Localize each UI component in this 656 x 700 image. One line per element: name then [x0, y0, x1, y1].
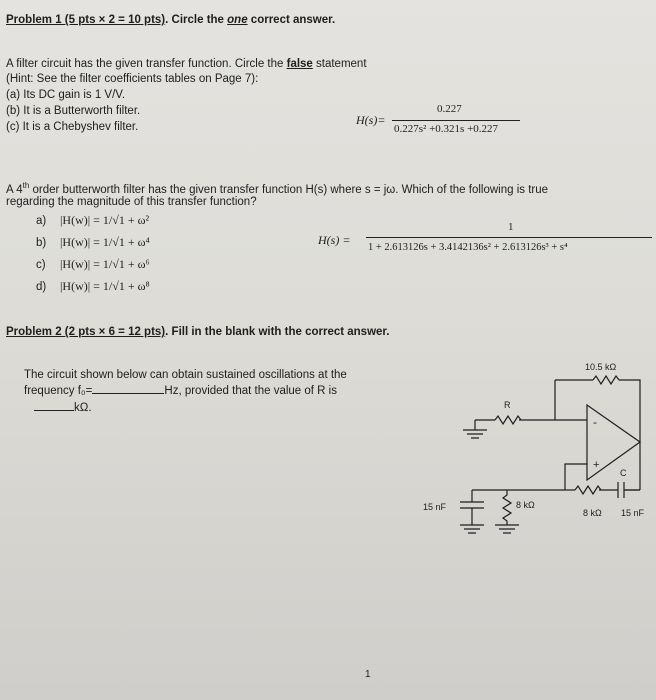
- q2-option-b-letter[interactable]: b): [36, 237, 47, 249]
- problem2-header: Problem 2 (2 pts × 6 = 12 pts). Fill in the blank with the correct answer.: [6, 326, 390, 338]
- oscillator-circuit-diagram: [415, 340, 655, 555]
- q2-transfer-numerator: 1: [508, 221, 514, 233]
- q2-transfer-label: H(s) =: [318, 233, 351, 247]
- q2-option-c-expr[interactable]: |H(w)| = 1/√1 + ω⁶: [60, 257, 150, 271]
- q2-option-a-letter[interactable]: a): [36, 215, 47, 227]
- q1-transfer-denominator: 0.227s² +0.321s +0.227: [394, 123, 499, 135]
- ground-symbol-2: [460, 525, 484, 533]
- minus-sign: -: [593, 415, 597, 429]
- noninverting-wire: [565, 464, 587, 490]
- q1-option-a[interactable]: (a) Its DC gain is 1 V/V.: [6, 89, 126, 101]
- q1-intro: A filter circuit has the given transfer function. Circle the false statement: [6, 58, 367, 70]
- parallel-capacitor: [460, 490, 484, 525]
- resistance-blank[interactable]: [34, 410, 74, 411]
- p2-line1: The circuit shown below can obtain sustained oscillations at the: [24, 369, 347, 381]
- q2-option-b-expr[interactable]: |H(w)| = 1/√1 + ω⁴: [60, 235, 150, 249]
- page-number: 1: [365, 669, 371, 680]
- feedback-wire-right: [619, 380, 640, 442]
- problem2-points: Problem 2 (2 pts × 6 = 12 pts): [6, 326, 166, 338]
- feedback-resistor-label: 10.5 kΩ: [585, 362, 617, 372]
- c-label: C: [620, 468, 627, 478]
- frequency-blank[interactable]: [92, 393, 164, 394]
- parallel-resistor: [503, 490, 511, 525]
- q2-option-d-expr[interactable]: |H(w)| = 1/√1 + ω⁸: [60, 279, 150, 293]
- series-capacitor-label: 15 nF: [621, 508, 645, 518]
- series-resistor-label: 8 kΩ: [583, 508, 602, 518]
- q1-transfer-label: H(s)=: [356, 113, 386, 127]
- ground-symbol-3: [495, 525, 519, 533]
- r-resistor: [495, 416, 521, 424]
- q1-fraction-bar: [392, 120, 520, 121]
- q1-option-b[interactable]: (b) It is a Butterworth filter.: [6, 105, 141, 117]
- r-label: R: [504, 400, 511, 410]
- problem1-header: Problem 1 (5 pts × 2 = 10 pts). Circle the one correct answer.: [6, 14, 336, 26]
- q2-option-d-letter[interactable]: d): [36, 281, 47, 293]
- inverting-wire: [555, 380, 587, 420]
- q2-option-c-letter[interactable]: c): [36, 259, 46, 271]
- feedback-resistor: [593, 376, 619, 384]
- q1-transfer-numerator: 0.227: [437, 103, 462, 115]
- p2-line3: kΩ.: [34, 401, 92, 415]
- q2-fraction-bar: [366, 237, 652, 238]
- series-capacitor: [599, 482, 640, 498]
- ground-symbol-1: [463, 430, 487, 438]
- q1-option-c[interactable]: (c) It is a Chebyshev filter.: [6, 121, 139, 133]
- series-resistor: [575, 486, 601, 494]
- plus-sign: +: [593, 459, 600, 471]
- parallel-resistor-label: 8 kΩ: [516, 500, 535, 510]
- q1-hint: (Hint: See the filter coefficients tables on Page 7):: [6, 73, 259, 85]
- q2-transfer-denominator: 1 + 2.613126s + 3.4142136s² + 2.613126s³ + s⁴: [368, 242, 568, 253]
- p2-line2: frequency f₀= Hz, provided that the value of R is: [24, 385, 337, 397]
- q2-question-line1: A 4th order butterworth filter has the given transfer function H(s) where s = jω. Which of the following is true: [6, 181, 549, 196]
- parallel-capacitor-label: 15 nF: [423, 502, 447, 512]
- q2-question-line2: regarding the magnitude of this transfer function?: [6, 196, 257, 208]
- problem1-points: Problem 1 (5 pts × 2 = 10 pts): [6, 14, 166, 26]
- q2-option-a-expr[interactable]: |H(w)| = 1/√1 + ω²: [60, 213, 150, 227]
